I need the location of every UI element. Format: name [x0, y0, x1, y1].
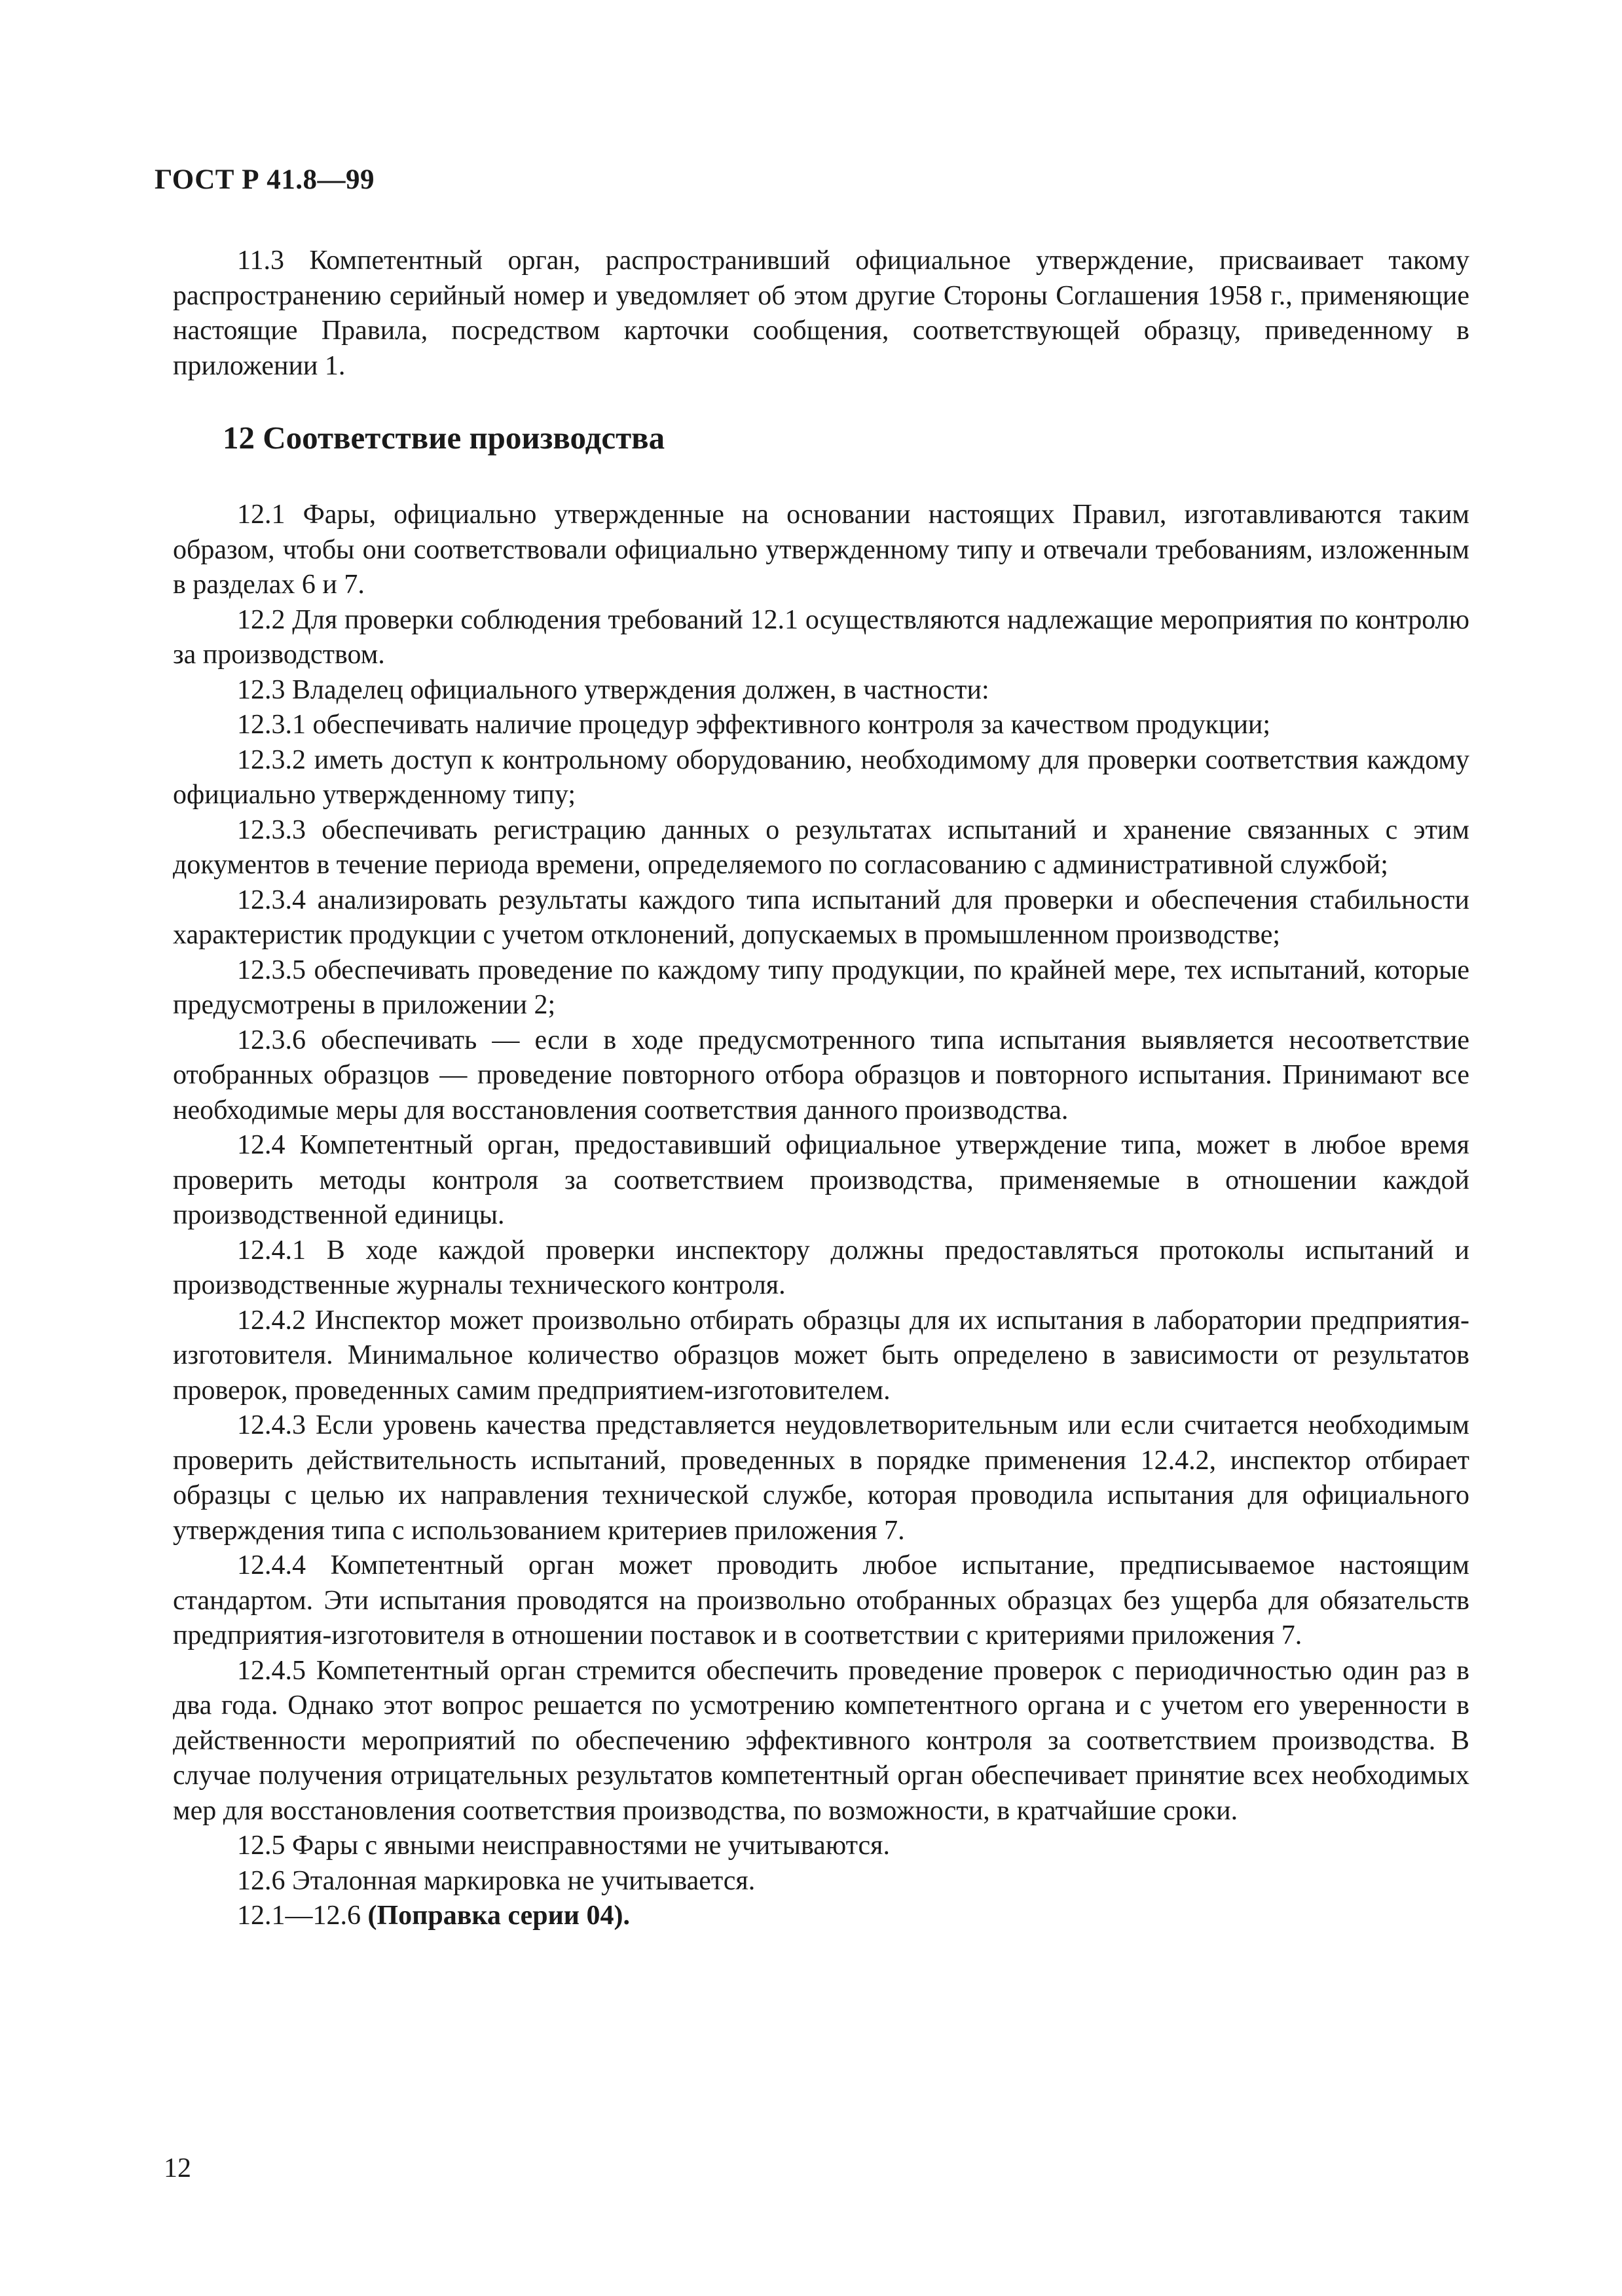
paragraph-12-1: 12.1 Фары, официально утвержденные на основании настоящих Правил, изготавливаются таким образом, чтобы они соответствовали официально утвержденному типу и отвечали требованиям, изложенным в разделах 6 и 7.	[173, 500, 1469, 600]
paragraph-11-3: 11.3 Компетентный орган, распространивший официальное утверждение, присваивает такому распространению серийный номер и уведомляет об этом другие Стороны Соглашения 1958 г., применяющие настоящие Правила, посредством карточки сообщения, соответствующей образцу, приведенному в приложении 1.	[173, 246, 1469, 381]
paragraph-12-3-5: 12.3.5 обеспечивать проведение по каждому типу продукции, по крайней мере, тех испытаний, которые предусмотрены в приложении 2;	[173, 955, 1469, 1020]
paragraph-12-4-1: 12.4.1 В ходе каждой проверки инспектору должны предоставляться протоколы испытаний и производственные журналы технического контроля.	[173, 1235, 1469, 1300]
paragraph-12-3: 12.3 Владелец официального утверждения должен, в частности:	[237, 674, 989, 705]
paragraph-12-6: 12.6 Эталонная маркировка не учитывается.	[237, 1865, 756, 1896]
standard-header: ГОСТ Р 41.8—99	[155, 164, 375, 195]
section-title: 12 Соответствие производства	[223, 420, 665, 456]
paragraph-12-3-6: 12.3.6 обеспечивать — если в ходе предусмотренного типа испытания выявляется несоответствие отобранных образцов — проведение повторного отбора образцов и повторного испытания. Принимают все необходимые меры для восстановления соответствия данного производства.	[173, 1025, 1469, 1125]
paragraph-12-4-5: 12.4.5 Компетентный орган стремится обеспечить проведение проверок с периодичностью один раз в два года. Однако этот вопрос решается по усмотрению компетентного органа и с учетом его уверенности в действенности мероприятий по обеспечению эффективного контроля за соответствием производства. В случае получения отрицательных результатов компетентный орган обеспечивает принятие всех необходимых мер для восстановления соответствия производства, по возможности, в кратчайшие сроки.	[173, 1655, 1469, 1826]
paragraph-12-4-3: 12.4.3 Если уровень качества представляется неудовлетворительным или если считается необходимым проверить действительность испытаний, проведенных в порядке применения 12.4.2, инспектор отбирает образцы с целью их направления технической службе, которая проводила испытания для официального утверждения типа с использованием критериев приложения 7.	[173, 1410, 1469, 1546]
paragraph-12-3-2: 12.3.2 иметь доступ к контрольному оборудованию, необходимому для проверки соответствия каждому официально утвержденному типу;	[173, 744, 1469, 810]
paragraph-12-5: 12.5 Фары с явными неисправностями не учитываются.	[237, 1831, 890, 1861]
paragraph-12-3-1: 12.3.1 обеспечивать наличие процедур эффективного контроля за качеством продукции;	[237, 710, 1271, 740]
amendment-range: 12.1—12.6	[237, 1901, 361, 1931]
page-number: 12	[164, 2153, 191, 2183]
paragraph-12-4: 12.4 Компетентный орган, предоставивший официальное утверждение типа, может в любое время проверить методы контроля за соответствием производства, применяемые в отношении каждой производственной единицы.	[173, 1130, 1469, 1230]
paragraph-12-4-4: 12.4.4 Компетентный орган может проводить любое испытание, предписываемое настоящим стандартом. Эти испытания проводятся на произвольно отобранных образцах без ущерба для обязательств предприятия-изготовителя в отношении поставок и в соответствии с критериями приложения 7.	[173, 1550, 1469, 1650]
intro-block	[173, 244, 1469, 384]
amendment-note: (Поправка серии 04).	[367, 1901, 630, 1931]
paragraph-12-4-2: 12.4.2 Инспектор может произвольно отбирать образцы для их испытания в лаборатории предприятия-изготовителя. Минимальное количество образцов может быть определено в зависимости от результатов проверок, проведенных самим предприятием-изготовителем.	[173, 1305, 1469, 1406]
amendment-line	[173, 1899, 1469, 1934]
paragraph-12-2: 12.2 Для проверки соблюдения требований 12.1 осуществляются надлежащие мероприятия по контролю за производством.	[173, 604, 1469, 670]
paragraph-12-3-3: 12.3.3 обеспечивать регистрацию данных о результатах испытаний и хранение связанных с этим документов в течение периода времени, определяемого по согласованию с административной службой;	[173, 814, 1469, 880]
paragraph-12-3-4: 12.3.4 анализировать результаты каждого типа испытаний для проверки и обеспечения стабильности характеристик продукции с учетом отклонений, допускаемых в промышленном производстве;	[173, 884, 1469, 950]
section-body	[173, 498, 1469, 1934]
